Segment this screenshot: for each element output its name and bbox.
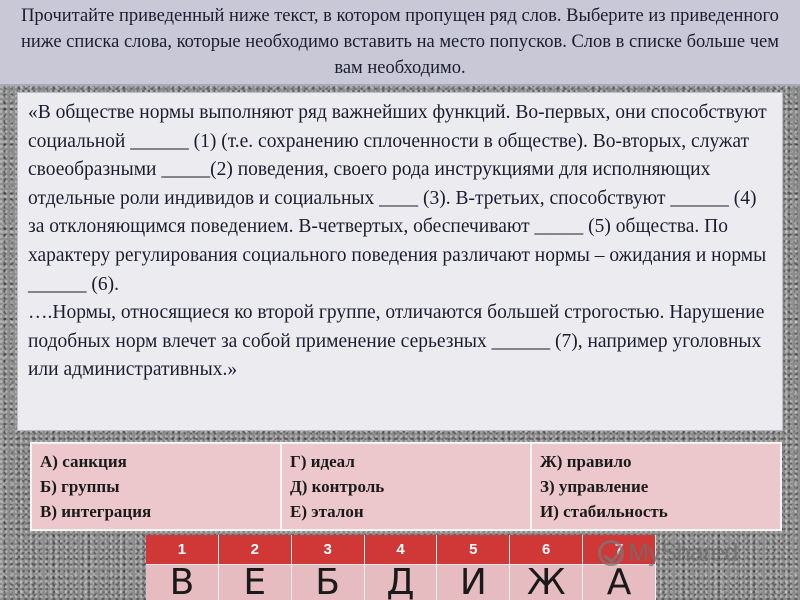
answer-letter: Д [365, 565, 438, 600]
instruction-header [0, 0, 800, 86]
instruction-text: Прочитайте приведенный ниже текст, в котором пропущен ряд слов. Выберите из приведенного ниже списка слова, которые необходимо вставить на место попусков. Слов в списке больше чем вам необходимо. [21, 6, 779, 78]
option-zh: Ж) правило [540, 452, 632, 471]
option-a: А) санкция [40, 452, 127, 471]
answer-number: 7 [583, 535, 656, 565]
option-g: Г) идеал [290, 452, 355, 471]
passage-text: «В обществе нормы выполняют ряд важнейших функций. Во-первых, они способствуют социальной ______ (1) (т.е. сохранению сплоченности в обществе). Во-вторых, служат своеобразными _____(2) поведения, своего рода инструкциями для исполняющих отдельные роли индивидов и социальных ____ (3). В-третьих, способствуют ______ (4) за отклоняющимся поведением. В-четвертых, обеспечивают _____ (5) общества. По характеру регулирования социального поведения различают нормы – ожидания и нормы ______ (6). ….Нормы, относящиеся ко второй группе, отличаются большей строгостью. Нарушение подобных норм влечет за собой применение серьезных ______ (7), например уголовных или административных.» [17, 92, 783, 431]
option-z: З) управление [540, 477, 649, 496]
option-b: Б) группы [40, 477, 120, 496]
answer-letter: Е [219, 565, 292, 600]
option-v: В) интеграция [40, 502, 152, 521]
option-i: И) стабильность [540, 502, 668, 521]
answer-number: 6 [510, 535, 583, 565]
answer-number: 5 [437, 535, 510, 565]
options-column-2 [282, 444, 532, 529]
answer-number: 4 [365, 535, 438, 565]
answer-number: 2 [219, 535, 292, 565]
answer-letter: В [146, 565, 219, 600]
options-column-3 [532, 444, 780, 529]
answer-number: 3 [292, 535, 365, 565]
answer-letter: И [437, 565, 510, 600]
answer-letter: А [583, 565, 656, 600]
option-d: Д) контроль [290, 477, 385, 496]
answer-number: 1 [146, 535, 219, 565]
answer-letter: Ж [510, 565, 583, 600]
word-options-table [30, 442, 782, 531]
watermark-text: MyShared [628, 538, 738, 567]
answer-letter: Б [292, 565, 365, 600]
options-column-1 [32, 444, 282, 529]
answer-table [146, 535, 656, 600]
option-e: Е) эталон [290, 502, 364, 521]
